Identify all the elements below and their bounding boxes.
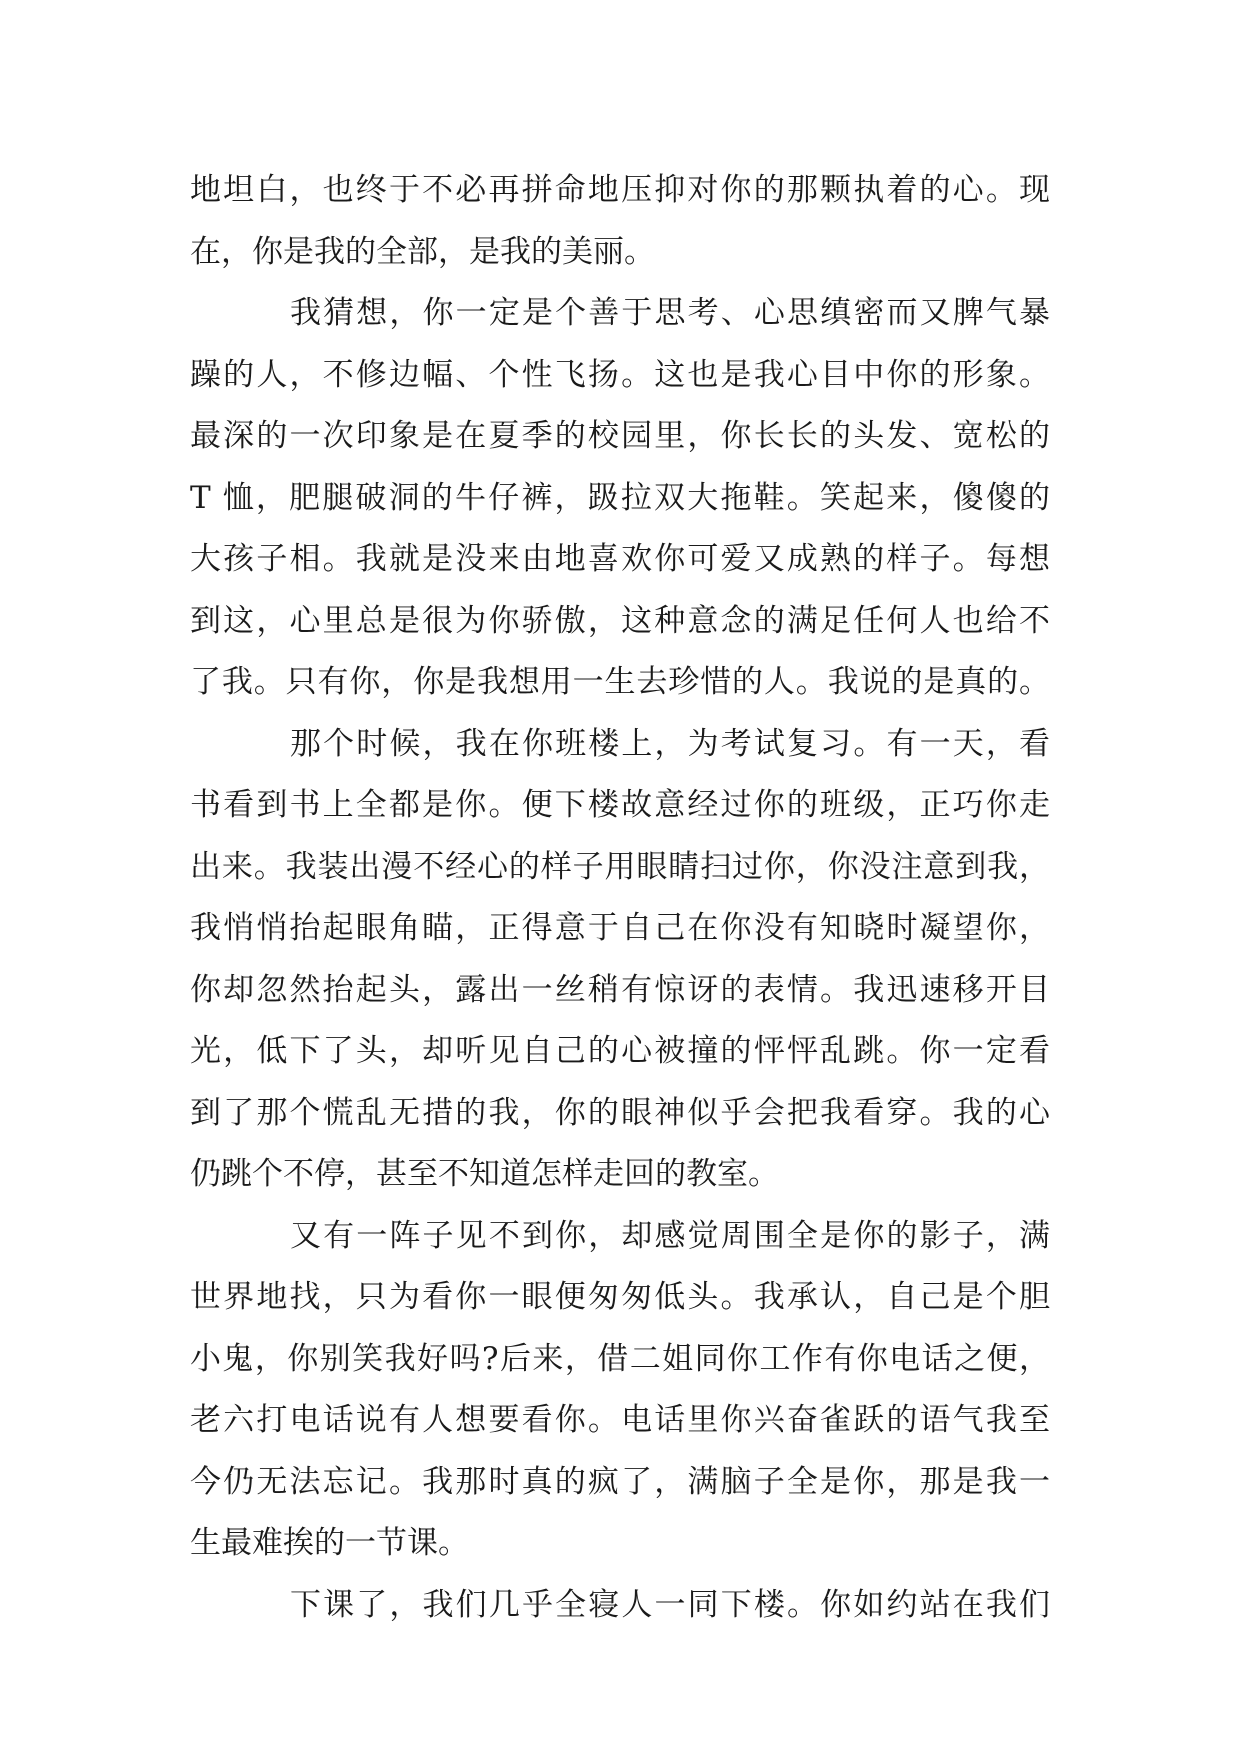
body-text (190, 160, 1050, 1636)
text-line: 今仍无法忘记。我那时真的疯了，满脑子全是你，那是我一 (190, 1463, 1050, 1500)
text-line: 最深的一次印象是在夏季的校园里，你长长的头发、宽松的 (190, 418, 1050, 454)
text-line: 书看到书上全都是你。便下楼故意经过你的班级，正巧你走 (190, 787, 1050, 823)
text-line: 那个时候，我在你班楼上，为考试复习。有一天，看 (290, 725, 1050, 762)
text-line: 光，低下了头，却听见自己的心被撞的怦怦乱跳。你一定看 (190, 1033, 1050, 1069)
text-line: 世界地找，只为看你一眼便匆匆低头。我承认，自己是个胆 (190, 1279, 1050, 1315)
text-line: 又有一阵子见不到你，却感觉周围全是你的影子，满 (290, 1217, 1050, 1254)
text-line: 出来。我装出漫不经心的样子用眼睛扫过你，你没注意到我， (190, 848, 1050, 885)
text-line: 地坦白，也终于不必再拼命地压抑对你的那颗执着的心。现 (190, 172, 1050, 208)
text-line: 小鬼，你别笑我好吗?后来，借二姐同你工作有你电话之便， (190, 1340, 1050, 1377)
text-line: T 恤，肥腿破洞的牛仔裤，趿拉双大拖鞋。笑起来，傻傻的 (190, 479, 1050, 516)
text-line: 你却忽然抬起头，露出一丝稍有惊讶的表情。我迅速移开目 (190, 971, 1050, 1008)
text-line: 老六打电话说有人想要看你。电话里你兴奋雀跃的语气我至 (190, 1402, 1050, 1438)
text-line: 仍跳个不停，甚至不知道怎样走回的教室。 (190, 1156, 779, 1192)
text-line: 我猜想，你一定是个善于思考、心思缜密而又脾气暴 (290, 295, 1050, 331)
text-line: 在，你是我的全部，是我的美丽。 (190, 233, 655, 270)
text-line: 躁的人，不修边幅、个性飞扬。这也是我心目中你的形象。 (190, 356, 1050, 393)
text-line: 下课了，我们几乎全寝人一同下楼。你如约站在我们 (290, 1586, 1050, 1623)
text-line: 了我。只有你，你是我想用一生去珍惜的人。我说的是真的。 (190, 664, 1050, 700)
text-line: 到这，心里总是很为你骄傲，这种意念的满足任何人也给不 (190, 602, 1050, 639)
text-line: 生最难挨的一节课。 (190, 1525, 469, 1561)
text-line: 我悄悄抬起眼角瞄，正得意于自己在你没有知晓时凝望你， (190, 910, 1050, 946)
text-line: 到了那个慌乱无措的我，你的眼神似乎会把我看穿。我的心 (190, 1094, 1050, 1131)
text-line: 大孩子相。我就是没来由地喜欢你可爱又成熟的样子。每想 (190, 541, 1050, 577)
